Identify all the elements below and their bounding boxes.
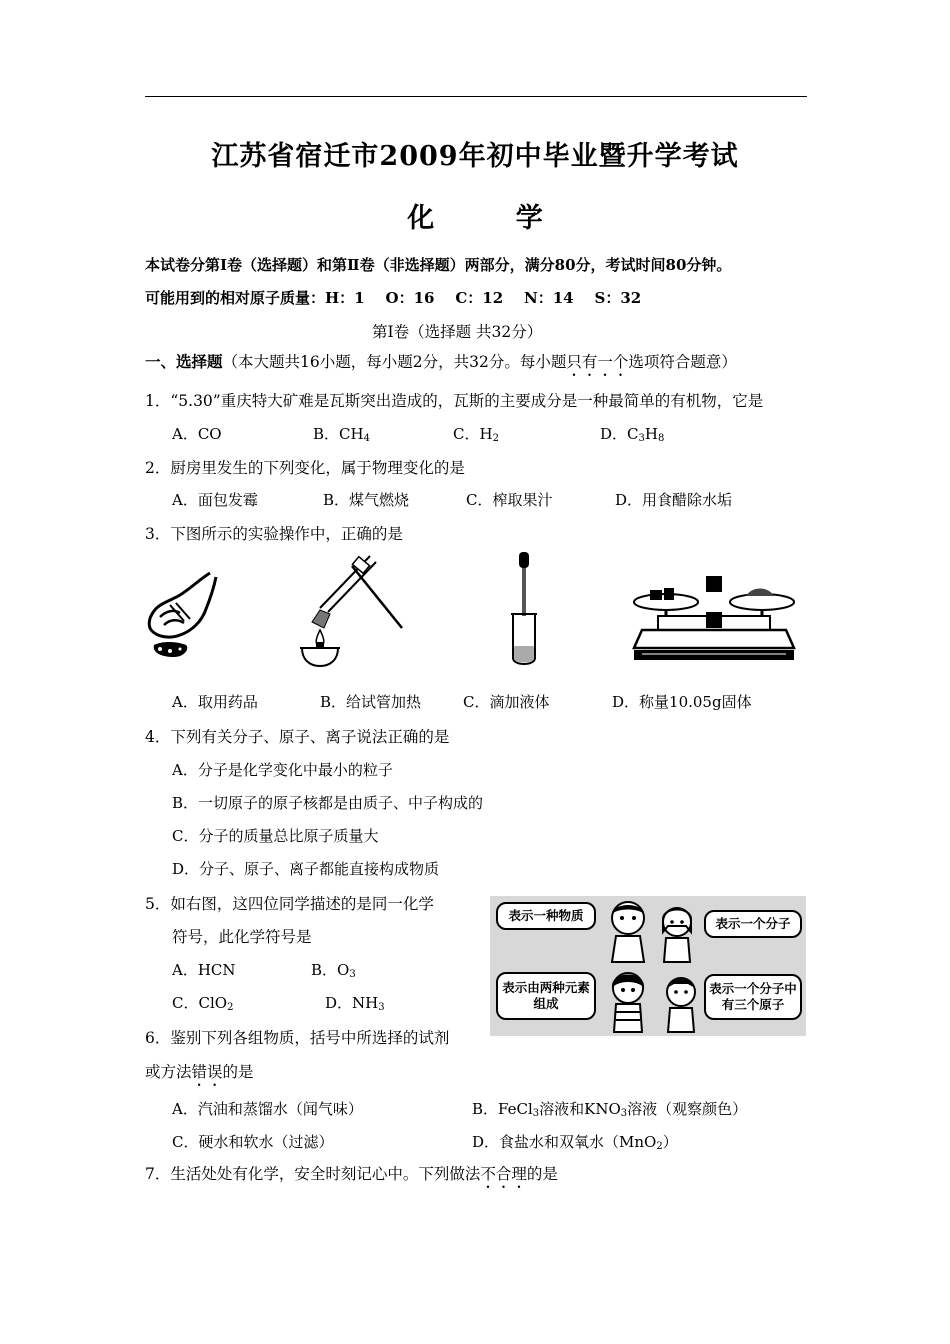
q2-stem: 2．厨房里发生的下列变化，属于物理变化的是: [145, 459, 465, 477]
intro-line-1: 本试卷分第Ⅰ卷（选择题）和第Ⅱ卷（非选择题）两部分，满分80分，考试时间80分钟。: [145, 256, 732, 274]
q2-option-b: B．煤气燃烧: [323, 491, 410, 509]
q6-option-a: A．汽油和蒸馏水（闻气味）: [172, 1100, 363, 1118]
q2-option-a: A．面包发霉: [172, 491, 258, 509]
top-rule: [145, 96, 807, 97]
q4-stem: 4．下列有关分子、原子、离子说法正确的是: [145, 728, 450, 746]
student-2-icon: [652, 902, 702, 964]
q4-option-a: A．分子是化学变化中最小的粒子: [172, 761, 393, 779]
subject-title: 化 学: [407, 203, 579, 234]
q5-option-a: A．HCN: [172, 961, 236, 979]
q4-option-c: C．分子的质量总比原子质量大: [172, 827, 379, 845]
bubble-three-atoms: 表示一个分子中有三个原子: [704, 974, 802, 1020]
section-instruction: 一、选择题（本大题共16小题，每小题2分，共32分。每小题只有一个选项符合题意）: [145, 352, 737, 371]
four-students-comic: [490, 896, 806, 1036]
balance-figure: [628, 572, 800, 664]
q6-option-c: C．硬水和软水（过滤）: [172, 1133, 334, 1151]
q6-stem-line-1: 6．鉴别下列各组物质，括号中所选择的试剂: [145, 1029, 450, 1047]
q4-option-d: D．分子、原子、离子都能直接构成物质: [172, 860, 440, 878]
q3-option-c: C．滴加液体: [463, 693, 550, 711]
q7-stem: 7．生活处处有化学，安全时刻记心中。下列做法不合理的是: [145, 1165, 558, 1183]
q5-option-b: B．$O_3$: [311, 961, 356, 980]
q5-option-c: C．ClO$_2$: [172, 994, 234, 1013]
heat-test-tube-figure: [290, 548, 410, 670]
q5-stem-line-1: 5．如右图，这四位同学描述的是同一化学: [145, 895, 434, 913]
bubble-two-elements: 表示由两种元素组成: [496, 972, 596, 1020]
bubble-one-substance: 表示一种物质: [496, 902, 596, 930]
q1-stem: 1．“5.30”重庆特大矿难是瓦斯突出造成的，瓦斯的主要成分是一种最简单的有机物，它是: [145, 392, 764, 410]
student-4-icon: [656, 972, 706, 1034]
q1-option-c: C．$H_2$: [453, 425, 499, 444]
q2-option-c: C．榨取果汁: [466, 491, 553, 509]
student-3-icon: [598, 968, 658, 1034]
exam-title: 江苏省宿迁市2009年初中毕业暨升学考试: [211, 141, 739, 172]
student-1-icon: [598, 898, 658, 964]
section-heading: 一、选择题: [145, 352, 223, 371]
section-title: 第Ⅰ卷（选择题 共32分）: [372, 323, 543, 341]
take-reagent-figure: [140, 565, 225, 665]
q1-option-a: A．CO: [172, 425, 222, 443]
q3-option-b: B．给试管加热: [320, 693, 422, 711]
q5-stem-line-2: 符号，此化学符号是: [172, 928, 312, 946]
q6-option-d: D．食盐水和双氧水（MnO$_2$）: [472, 1133, 678, 1152]
q3-stem: 3．下图所示的实验操作中，正确的是: [145, 525, 403, 543]
bubble-one-molecule: 表示一个分子: [704, 910, 802, 938]
q3-option-d: D．称量10.05g固体: [612, 693, 752, 711]
dropping-liquid-figure: [505, 550, 545, 670]
q1-option-b: B．$CH_4$: [313, 425, 370, 444]
q6-stem-line-2: 或方法错误的是: [145, 1063, 254, 1081]
q1-option-d: D．$C_3H_8$: [600, 425, 665, 444]
q2-option-d: D．用食醋除水垢: [615, 491, 733, 509]
q4-option-b: B．一切原子的原子核都是由质子、中子构成的: [172, 794, 484, 812]
q3-option-a: A．取用药品: [172, 693, 258, 711]
q5-option-d: D．$NH_3$: [325, 994, 385, 1013]
q6-option-b: B．FeCl$_3$溶液和$KNO_3$溶液（观察颜色）: [472, 1100, 748, 1119]
atomic-mass-line: 可能用到的相对原子质量：H：1 O：16 C：12 N：14 S：32: [145, 289, 642, 307]
